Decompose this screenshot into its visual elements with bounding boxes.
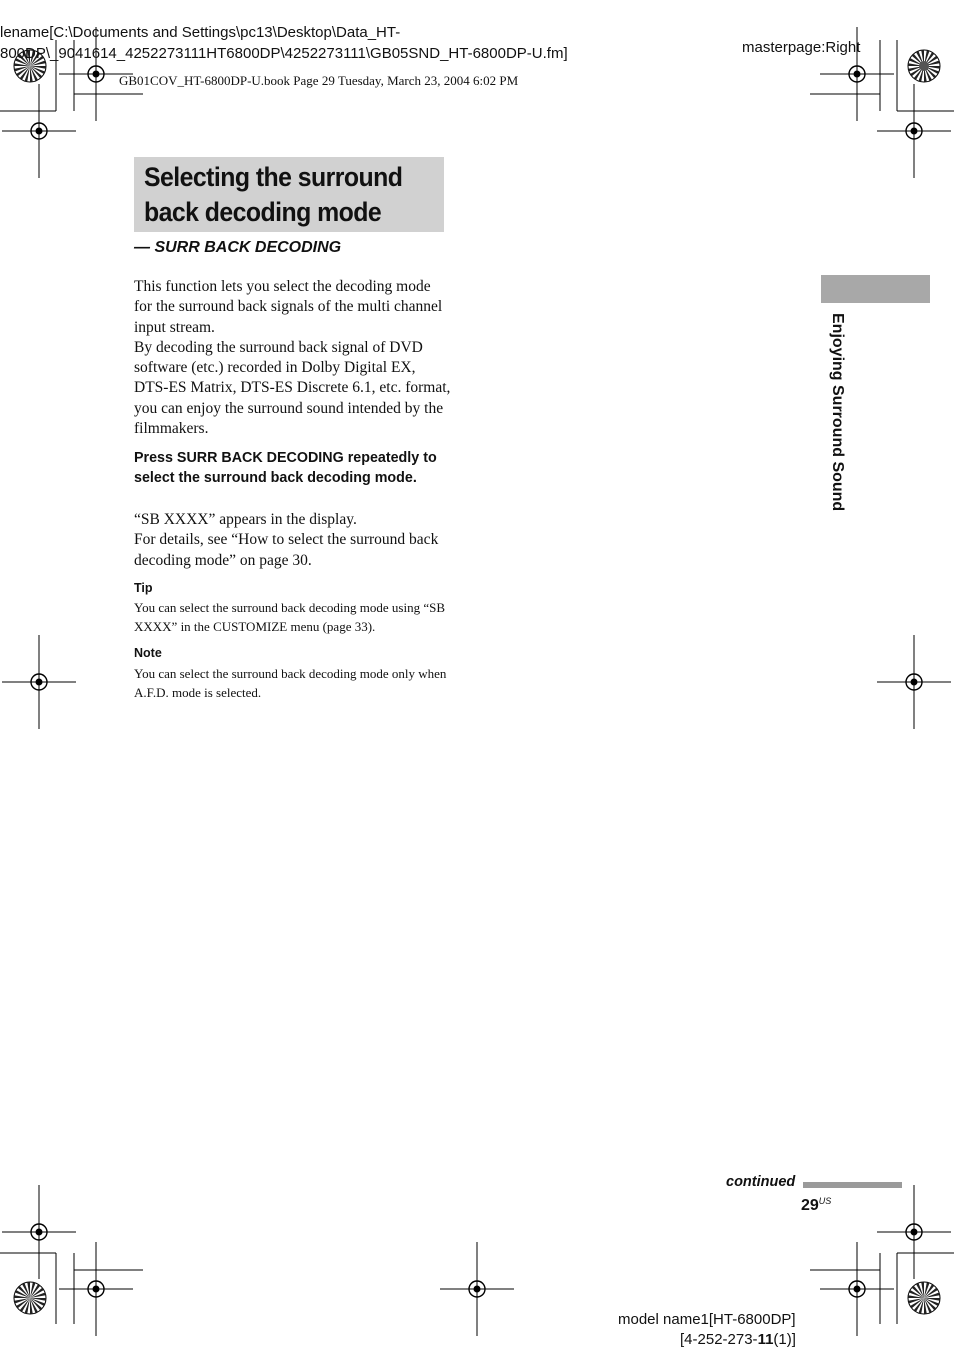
file-path-line-2: 800DP\_9041614_4252273111HT6800DP\4252273111\GB05SND_HT-6800DP-U.fm] bbox=[0, 45, 568, 62]
model-code-suffix: (1)] bbox=[773, 1331, 796, 1348]
side-tab-label: Enjoying Surround Sound bbox=[829, 313, 846, 512]
section-title-line-1: Selecting the surround bbox=[144, 162, 403, 192]
registration-mark bbox=[877, 84, 951, 178]
page-number-suffix: US bbox=[818, 1196, 832, 1206]
intro-paragraph-1: This function lets you select the decoding mode for the surround back signals of the multi channel input stream. bbox=[134, 278, 443, 336]
registration-mark bbox=[877, 1185, 951, 1279]
note-label: Note bbox=[134, 646, 162, 660]
continued-bar bbox=[803, 1182, 902, 1188]
registration-mark bbox=[440, 1242, 514, 1336]
section-title-line-2: back decoding mode bbox=[144, 197, 382, 227]
model-name-line: model name1[HT-6800DP] bbox=[618, 1311, 796, 1328]
step-heading: Press SURR BACK DECODING repeatedly to select the surround back decoding mode. bbox=[134, 450, 437, 486]
star-target-mark bbox=[908, 1282, 940, 1314]
continued-label: continued bbox=[726, 1174, 796, 1190]
page-number bbox=[801, 1196, 831, 1215]
registration-mark bbox=[59, 1242, 133, 1336]
page-number-value: 29 bbox=[801, 1197, 819, 1214]
section-title-box bbox=[134, 157, 444, 232]
tip-text: You can select the surround back decoding mode using “SB XXXX” in the CUSTOMIZE menu (page 33). bbox=[134, 600, 445, 634]
registration-mark bbox=[820, 1242, 894, 1336]
section-subtitle: — SURR BACK DECODING bbox=[134, 239, 342, 256]
model-code-prefix: [4-252-273- bbox=[680, 1331, 758, 1348]
star-target-mark bbox=[908, 50, 940, 82]
registration-mark bbox=[2, 635, 76, 729]
model-code-bold: 11 bbox=[757, 1331, 774, 1348]
registration-mark bbox=[2, 84, 76, 178]
step-body-line-2: For details, see “How to select the surround back decoding mode” on page 30. bbox=[134, 531, 439, 569]
side-tab-marker bbox=[821, 275, 930, 303]
intro-text bbox=[134, 277, 452, 439]
intro-paragraph-2: By decoding the surround back signal of DVD software (etc.) recorded in Dolby Digital EX, DTS-ES Matrix, DTS-ES Discrete 6.1, etc. format, you can enjoy the surround sound intended by the filmmakers. bbox=[134, 338, 451, 438]
section-title bbox=[144, 160, 402, 230]
step-body bbox=[134, 510, 452, 571]
side-tab-label-wrap bbox=[825, 313, 855, 533]
registration-mark bbox=[877, 635, 951, 729]
model-code-line bbox=[680, 1331, 796, 1348]
book-info-line: GB01COV_HT-6800DP-U.book Page 29 Tuesday, March 23, 2004 6:02 PM bbox=[119, 73, 519, 88]
masterpage-label: masterpage:Right bbox=[742, 39, 861, 56]
file-path-line-1: lename[C:\Documents and Settings\pc13\Desktop\Data_HT- bbox=[0, 24, 401, 41]
tip-label: Tip bbox=[134, 581, 153, 595]
star-target-mark bbox=[14, 1282, 46, 1314]
file-path-header bbox=[0, 22, 568, 64]
step-body-line-1: “SB XXXX” appears in the display. bbox=[134, 511, 357, 528]
registration-mark bbox=[2, 1185, 76, 1279]
note-text: You can select the surround back decoding mode only when A.F.D. mode is selected. bbox=[134, 666, 447, 700]
